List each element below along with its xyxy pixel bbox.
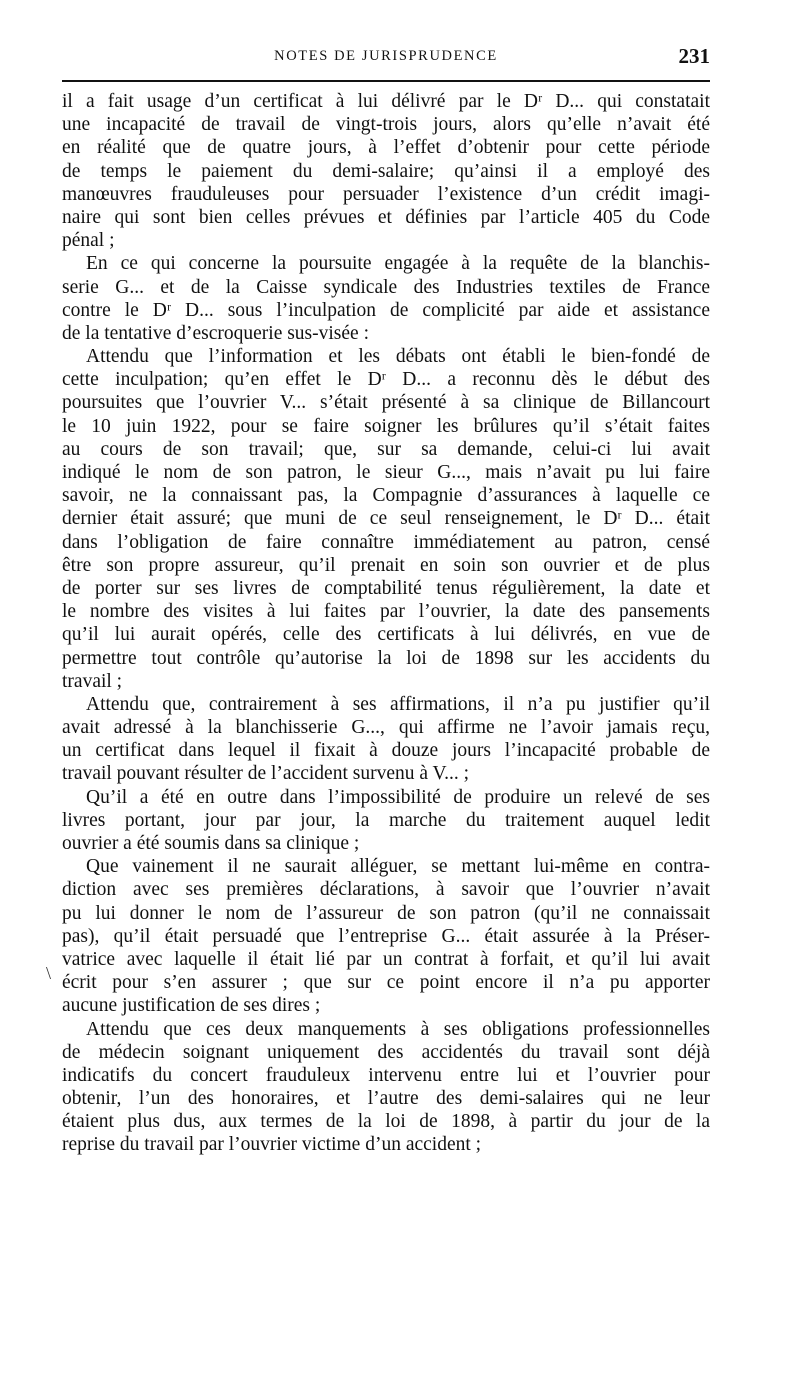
text-line: qu’il lui aurait opérés, celle des certificats à lui délivrés, en vue de [62, 624, 710, 646]
text-line: manœuvres frauduleuses pour persuader l’existence d’un crédit imagi- [62, 183, 710, 205]
text-line: pas), qu’il était persuadé que l’entreprise G... était assurée à la Préser- [62, 925, 710, 947]
text-line: reprise du travail par l’ouvrier victime d’un accident ; [62, 1134, 482, 1156]
text-line: être son propre assureur, qu’il prenait en soin son ouvrier et de plus [62, 554, 710, 576]
header-rule [62, 80, 710, 82]
text-line: de temps le paiement du demi-salaire; qu’ainsi il a employé des [62, 160, 710, 182]
text-line: vatrice avec laquelle il était lié par un contrat à forfait, et qu’il lui avait [62, 948, 710, 970]
text-line: en réalité que de quatre jours, à l’effet d’obtenir pour cette période [62, 137, 710, 159]
text-line: le nombre des visites à lui faites par l’ouvrier, la date des pansements [62, 601, 710, 623]
text-line: Qu’il a été en outre dans l’impossibilité de produire un relevé de ses [86, 786, 710, 808]
text-line: au cours de son travail; que, sur sa demande, celui-ci lui avait [62, 438, 710, 460]
text-line: écrit pour s’en assurer ; que sur ce point encore il n’a pu apporter [62, 972, 710, 994]
text-line: travail pouvant résulter de l’accident survenu à V... ; [62, 763, 470, 785]
text-line: Attendu que, contrairement à ses affirmations, il n’a pu justifier qu’il [86, 693, 710, 715]
text-line: Attendu que ces deux manquements à ses obligations professionnelles [86, 1018, 710, 1040]
text-line: pu lui donner le nom de l’assureur de son patron (qu’il ne connaissait [62, 902, 710, 924]
text-line: un certificat dans lequel il fixait à douze jours l’incapacité probable de [62, 740, 710, 762]
text-line: serie G... et de la Caisse syndicale des Industries textiles de France [62, 276, 710, 298]
body-text [62, 90, 710, 1157]
text-line: il a fait usage d’un certificat à lui délivré par le Dʳ D... qui constatait [62, 91, 710, 112]
text-line: indicatifs du concert frauduleux intervenu entre lui et l’ouvrier pour [62, 1064, 710, 1086]
text-line: ouvrier a été soumis dans sa clinique ; [62, 833, 360, 854]
text-line: Que vainement il ne saurait alléguer, se mettant lui-même en contra- [86, 856, 710, 878]
page-number: 231 [678, 44, 710, 68]
text-line: pénal ; [62, 230, 115, 252]
text-line: indiqué le nom de son patron, le sieur G..., mais n’avait pu lui faire [62, 462, 710, 483]
text-line: Attendu que l’information et les débats ont établi le bien-fondé de [86, 346, 710, 368]
text-line: cette inculpation; qu’en effet le Dʳ D... a reconnu dès le début des [62, 369, 710, 391]
text-line: poursuites que l’ouvrier V... s’était présenté à sa clinique de Billancourt [62, 392, 710, 414]
margin-mark: \ [46, 963, 52, 983]
running-head: NOTES DE JURISPRUDENCE [274, 48, 498, 64]
text-line: dernier était assuré; que muni de ce seul renseignement, le Dʳ D... était [62, 508, 710, 530]
text-line: travail ; [62, 670, 123, 692]
text-line: avait adressé à la blanchisserie G..., qui affirme ne l’avoir jamais reçu, [62, 717, 710, 739]
text-line: permettre tout contrôle qu’autorise la loi de 1898 sur les accidents du [62, 647, 710, 669]
text-line: diction avec ses premières déclarations, à savoir que l’ouvrier n’avait [62, 879, 710, 901]
text-line: dans l’obligation de faire connaître immédiatement au patron, censé [62, 531, 710, 553]
text-line: contre le Dʳ D... sous l’inculpation de complicité par aide et assistance [62, 299, 710, 321]
text-line: livres portant, jour par jour, la marche du traitement auquel ledit [62, 809, 710, 831]
text-line: En ce qui concerne la poursuite engagée à la requête de la blanchis- [86, 253, 710, 275]
text-line: étaient plus dus, aux termes de la loi de 1898, à partir du jour de la [62, 1111, 710, 1133]
text-line: de médecin soignant uniquement des accidentés du travail sont déjà [62, 1041, 710, 1063]
text-line: le 10 juin 1922, pour se faire soigner les brûlures qu’il s’était faites [62, 415, 710, 437]
text-line: savoir, ne la connaissant pas, la Compagnie d’assurances à laquelle ce [62, 485, 710, 507]
text-line: de porter sur ses livres de comptabilité tenus régulièrement, la date et [62, 577, 710, 599]
text-line: de la tentative d’escroquerie sus-visée : [62, 322, 370, 344]
page-header [62, 44, 710, 74]
text-line: naire qui sont bien celles prévues et définies par l’article 405 du Code [62, 206, 710, 228]
text-line: aucune justification de ses dires ; [62, 995, 321, 1017]
text-line: une incapacité de travail de vingt-trois jours, alors qu’elle n’avait été [62, 114, 710, 136]
text-line: obtenir, l’un des honoraires, et l’autre des demi-salaires qui ne leur [62, 1088, 710, 1110]
